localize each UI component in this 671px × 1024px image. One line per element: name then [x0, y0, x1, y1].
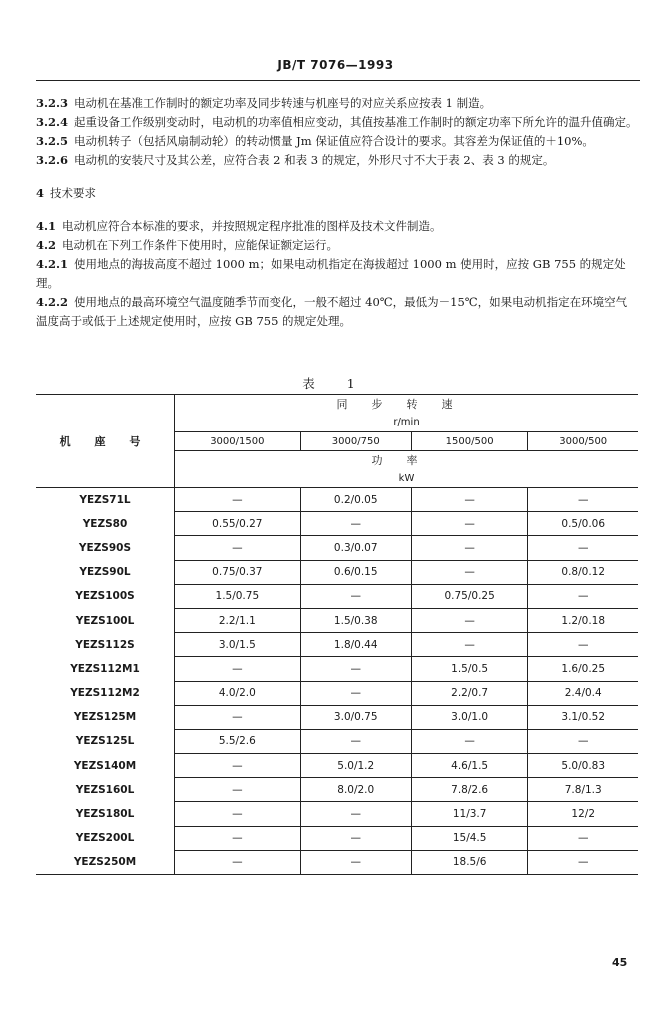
table-row: [36, 584, 638, 608]
clause-number: 4.1: [36, 219, 57, 233]
power-cell: —: [300, 729, 411, 753]
power-cell: —: [175, 705, 301, 729]
model-cell: YEZS90S: [78, 541, 132, 554]
clause-text: 使用地点的最高环境空气温度随季节而变化，一般不超过 40℃，最低为－15℃，如果电动机指定在环境空气温度高于或低于上述规定使用时，应按 GB 755 的规定处理。: [36, 295, 628, 328]
power-cell: —: [528, 488, 638, 512]
power-cell: 5.0/0.83: [528, 754, 638, 778]
power-cell: —: [411, 560, 528, 584]
power-cell: —: [411, 608, 528, 632]
power-cell: —: [411, 488, 528, 512]
paragraph: [36, 94, 638, 113]
clause-number: 3.2.6: [36, 153, 69, 167]
clause-text: 电动机在基准工作制时的额定功率及同步转速与机座号的对应关系应按表 1 制造。: [74, 96, 492, 110]
table-row: [36, 633, 638, 657]
power-cell: 18.5/6: [411, 850, 528, 874]
table-row: [36, 681, 638, 705]
paragraph: [36, 293, 638, 331]
table-row: [36, 850, 638, 874]
table-row: [36, 802, 638, 826]
model-cell: YEZS160L: [75, 783, 135, 796]
body-text: [36, 94, 638, 331]
clause-number: 4: [36, 186, 45, 200]
power-cell: 0.6/0.15: [300, 560, 411, 584]
speed-unit: r/min: [175, 413, 639, 432]
power-cell: 3.1/0.52: [528, 705, 638, 729]
table-row: [36, 512, 638, 536]
clause-text: 起重设备工作级别变动时，电动机的功率值相应变动，其值按基准工作制时的额定功率下所允许的温升值确定。: [74, 115, 638, 129]
power-cell: 0.5/0.06: [528, 512, 638, 536]
clause-number: 4.2.1: [36, 257, 69, 271]
power-cell: 5.5/2.6: [175, 729, 301, 753]
power-cell: —: [175, 778, 301, 802]
table-row: [36, 826, 638, 850]
model-cell: YEZS140M: [73, 759, 137, 772]
power-cell: 1.2/0.18: [528, 608, 638, 632]
page-number: 45: [612, 956, 628, 969]
table-row: [36, 705, 638, 729]
paragraph: [36, 132, 638, 151]
power-cell: 0.75/0.25: [411, 584, 528, 608]
power-cell: 1.8/0.44: [300, 633, 411, 657]
page-header: JB/T 7076—1993: [277, 58, 394, 72]
power-cell: —: [175, 536, 301, 560]
table-row: [36, 488, 638, 512]
power-cell: —: [411, 536, 528, 560]
speed-column: 3000/1500: [175, 432, 301, 451]
power-cell: 0.8/0.12: [528, 560, 638, 584]
paragraph: [36, 255, 638, 293]
power-cell: —: [528, 536, 638, 560]
power-cell: —: [300, 802, 411, 826]
paragraph: [36, 151, 638, 170]
power-cell: —: [175, 754, 301, 778]
table-row: [36, 608, 638, 632]
power-cell: 5.0/1.2: [300, 754, 411, 778]
power-cell: —: [300, 826, 411, 850]
power-unit: kW: [175, 469, 639, 488]
power-cell: 0.2/0.05: [300, 488, 411, 512]
power-cell: 3.0/1.0: [411, 705, 528, 729]
paragraph: [36, 184, 638, 203]
power-cell: —: [411, 512, 528, 536]
model-cell: YEZS180L: [75, 808, 135, 821]
clause-number: 4.2.2: [36, 295, 69, 309]
power-cell: 4.6/1.5: [411, 754, 528, 778]
clause-number: 3.2.5: [36, 134, 69, 148]
clause-text: 技术要求: [50, 186, 97, 200]
model-cell: YEZS125L: [75, 735, 135, 748]
power-cell: —: [300, 681, 411, 705]
power-cell: 2.2/0.7: [411, 681, 528, 705]
paragraph: [36, 113, 638, 132]
power-cell: —: [411, 729, 528, 753]
model-cell: YEZS112S: [75, 638, 135, 651]
model-cell: YEZS100L: [75, 614, 135, 627]
power-cell: 11/3.7: [411, 802, 528, 826]
model-cell: YEZS90L: [79, 566, 131, 579]
table-row: [36, 754, 638, 778]
power-cell: 0.75/0.37: [175, 560, 301, 584]
power-cell: —: [528, 729, 638, 753]
power-cell: —: [300, 850, 411, 874]
paragraph: [36, 217, 638, 236]
speed-column: 1500/500: [411, 432, 528, 451]
model-column-header: 机 座 号: [36, 395, 175, 488]
power-cell: —: [300, 512, 411, 536]
clause-text: 使用地点的海拔高度不超过 1000 m；如果电动机指定在海拔超过 1000 m 使用时，应按 GB 755 的规定处理。: [36, 257, 626, 290]
clause-number: 3.2.3: [36, 96, 69, 110]
power-cell: 7.8/2.6: [411, 778, 528, 802]
clause-text: 电动机转子（包括风扇制动轮）的转动惯量 Jm 保证值应符合设计的要求。其容差为保证值的＋10%。: [74, 134, 594, 148]
clause-number: 4.2: [36, 238, 57, 252]
model-cell: YEZS112M1: [70, 662, 140, 675]
power-cell: —: [300, 584, 411, 608]
table-row: [36, 778, 638, 802]
power-cell: 1.5/0.38: [300, 608, 411, 632]
power-cell: —: [175, 826, 301, 850]
power-cell: 12/2: [528, 802, 638, 826]
power-cell: —: [528, 826, 638, 850]
model-cell: YEZS250M: [36, 850, 175, 874]
speed-header: 同步转速: [175, 395, 639, 414]
speed-column: 3000/500: [528, 432, 638, 451]
table-row: [36, 536, 638, 560]
table-title: 表 1: [302, 376, 369, 391]
power-cell: —: [528, 850, 638, 874]
model-cell: YEZS112M2: [70, 687, 140, 700]
power-cell: —: [175, 802, 301, 826]
speed-column: 3000/750: [300, 432, 411, 451]
paragraph: [36, 236, 638, 255]
model-cell: YEZS80: [82, 517, 128, 530]
power-cell: —: [411, 633, 528, 657]
power-cell: —: [175, 488, 301, 512]
power-cell: 7.8/1.3: [528, 778, 638, 802]
power-cell: —: [528, 584, 638, 608]
power-cell: —: [528, 633, 638, 657]
table-row: [36, 657, 638, 681]
power-cell: 8.0/2.0: [300, 778, 411, 802]
clause-text: 电动机应符合本标准的要求，并按照规定程序批准的图样及技术文件制造。: [62, 219, 442, 233]
model-cell: YEZS125M: [73, 711, 137, 724]
power-cell: 1.5/0.75: [175, 584, 301, 608]
model-cell: YEZS100S: [75, 590, 135, 603]
power-cell: 2.4/0.4: [528, 681, 638, 705]
header-rule: [36, 80, 640, 81]
power-cell: 1.6/0.25: [528, 657, 638, 681]
power-cell: 15/4.5: [411, 826, 528, 850]
model-cell: YEZS200L: [75, 832, 135, 845]
model-cell: YEZS71L: [36, 488, 175, 512]
clause-text: 电动机在下列工作条件下使用时，应能保证额定运行。: [62, 238, 339, 252]
clause-text: 电动机的安装尺寸及其公差，应符合表 2 和表 3 的规定，外形尺寸不大于表 2、表 3 的规定。: [74, 153, 555, 167]
power-cell: 4.0/2.0: [175, 681, 301, 705]
power-header: 功率: [175, 451, 639, 470]
power-cell: 1.5/0.5: [411, 657, 528, 681]
power-cell: 2.2/1.1: [175, 608, 301, 632]
power-cell: —: [300, 657, 411, 681]
table-row: [36, 560, 638, 584]
power-cell: 3.0/1.5: [175, 633, 301, 657]
power-cell: 0.55/0.27: [175, 512, 301, 536]
clause-number: 3.2.4: [36, 115, 69, 129]
spec-table: [36, 394, 638, 875]
power-cell: 3.0/0.75: [300, 705, 411, 729]
power-cell: —: [175, 657, 301, 681]
power-cell: —: [175, 850, 301, 874]
table-row: [36, 729, 638, 753]
power-cell: 0.3/0.07: [300, 536, 411, 560]
